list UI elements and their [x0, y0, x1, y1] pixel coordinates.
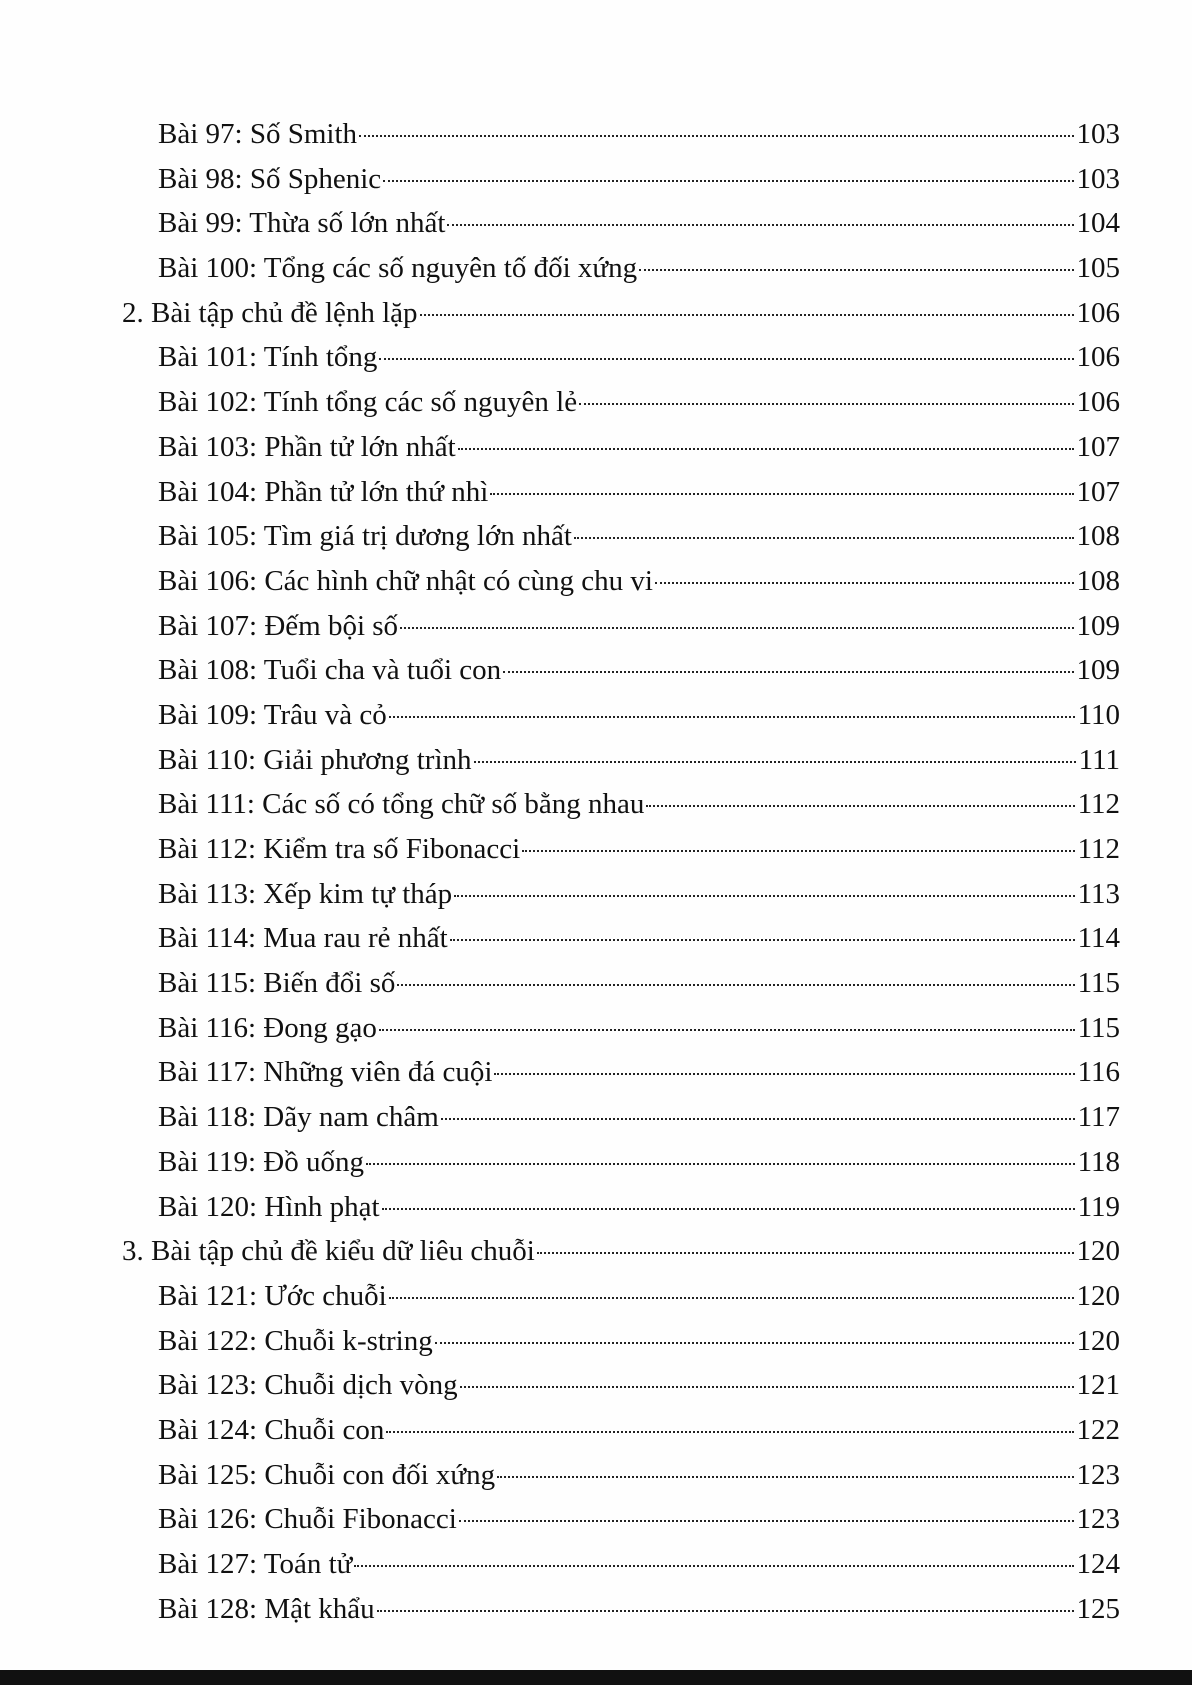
toc-entry-page-number: 108 [1076, 520, 1120, 553]
toc-entry-page-number: 105 [1076, 252, 1120, 285]
toc-section-entry [108, 291, 1120, 336]
toc-entry [108, 425, 1120, 470]
toc-entry-title: Bài 113: Xếp kim tự tháp [158, 877, 453, 910]
toc-entry-title: Bài 104: Phần tử lớn thứ nhì [158, 475, 489, 508]
table-of-contents [108, 112, 1120, 1631]
toc-entry-page-number: 109 [1076, 654, 1120, 687]
dot-leader [459, 1520, 1074, 1522]
dot-leader [503, 671, 1073, 673]
toc-entry-page-number: 120 [1076, 1279, 1120, 1312]
dot-leader [359, 135, 1073, 137]
toc-entry [108, 470, 1120, 515]
toc-entry [108, 246, 1120, 291]
toc-entry-title: Bài 112: Kiểm tra số Fibonacci [158, 833, 521, 865]
scan-bottom-edge [0, 1670, 1192, 1685]
toc-entry-page-number: 115 [1077, 1011, 1120, 1044]
toc-entry-title: Bài 118: Dãy nam châm [158, 1101, 439, 1134]
toc-entry-title: Bài 127: Toán tử [158, 1548, 353, 1580]
toc-entry-title: Bài 128: Mật khẩu [158, 1592, 375, 1625]
toc-entry [108, 1185, 1120, 1230]
toc-entry-page-number: 112 [1077, 833, 1120, 865]
dot-leader [497, 1476, 1073, 1478]
dot-leader [655, 582, 1074, 584]
toc-entry-title: Bài 117: Những viên đá cuội [158, 1056, 493, 1089]
toc-entry [108, 827, 1120, 872]
toc-section-entry [108, 1229, 1120, 1274]
dot-leader [400, 627, 1073, 629]
toc-entry-title: Bài 101: Tính tổng [158, 341, 378, 374]
toc-entry-title: 3. Bài tập chủ đề kiểu dữ liêu chuỗi [122, 1235, 535, 1268]
toc-entry [108, 916, 1120, 961]
toc-entry [108, 1319, 1120, 1364]
toc-entry-title: Bài 116: Đong gạo [158, 1011, 377, 1044]
dot-leader [537, 1252, 1074, 1254]
toc-entry-page-number: 110 [1077, 698, 1120, 731]
toc-entry-title: Bài 106: Các hình chữ nhật có cùng chu vi [158, 564, 653, 597]
toc-entry-page-number: 109 [1076, 609, 1120, 642]
dot-leader [366, 1163, 1075, 1165]
toc-entry-page-number: 114 [1077, 922, 1120, 955]
toc-entry-title: Bài 97: Số Smith [158, 118, 358, 150]
toc-entry-page-number: 120 [1076, 1235, 1120, 1268]
dot-leader [646, 805, 1074, 807]
toc-entry [108, 559, 1120, 604]
dot-leader [494, 1073, 1074, 1075]
toc-entry [108, 335, 1120, 380]
dot-leader [454, 895, 1074, 897]
toc-entry-page-number: 103 [1076, 118, 1120, 150]
dot-leader [389, 1297, 1074, 1299]
dot-leader [382, 1208, 1075, 1210]
toc-entry-page-number: 122 [1076, 1413, 1120, 1446]
dot-leader [574, 537, 1074, 539]
toc-entry [108, 1363, 1120, 1408]
toc-entry-page-number: 120 [1076, 1324, 1120, 1357]
toc-entry-title: Bài 100: Tổng các số nguyên tố đối xứng [158, 252, 638, 285]
dot-leader [379, 358, 1073, 360]
toc-entry-title: Bài 114: Mua rau rẻ nhất [158, 922, 448, 955]
toc-entry-title: Bài 124: Chuỗi con [158, 1413, 385, 1446]
dot-leader [377, 1610, 1074, 1612]
toc-entry-title: Bài 109: Trâu và cỏ [158, 698, 387, 731]
toc-entry [108, 1408, 1120, 1453]
dot-leader [397, 984, 1074, 986]
toc-entry-page-number: 106 [1076, 386, 1120, 419]
toc-entry-title: Bài 120: Hình phạt [158, 1190, 380, 1223]
toc-entry-title: Bài 102: Tính tổng các số nguyên lẻ [158, 386, 578, 419]
dot-leader [379, 1029, 1075, 1031]
toc-entry-title: Bài 122: Chuỗi k-string [158, 1324, 433, 1357]
dot-leader [389, 716, 1075, 718]
toc-entry-title: 2. Bài tập chủ đề lệnh lặp [122, 296, 418, 329]
toc-entry-title: Bài 115: Biến đổi số [158, 967, 396, 1000]
toc-entry [108, 738, 1120, 783]
toc-entry-page-number: 106 [1076, 296, 1120, 329]
toc-entry-title: Bài 105: Tìm giá trị dương lớn nhất [158, 520, 572, 553]
toc-entry-title: Bài 108: Tuổi cha và tuổi con [158, 654, 502, 687]
toc-entry-page-number: 112 [1077, 788, 1120, 821]
dot-leader [579, 403, 1073, 405]
toc-entry-page-number: 111 [1078, 743, 1120, 776]
toc-entry-page-number: 108 [1076, 564, 1120, 597]
toc-entry-page-number: 116 [1077, 1056, 1120, 1089]
toc-entry-page-number: 107 [1076, 430, 1120, 463]
dot-leader [458, 448, 1074, 450]
toc-entry [108, 1006, 1120, 1051]
dot-leader [490, 493, 1073, 495]
toc-entry-title: Bài 103: Phần tử lớn nhất [158, 430, 456, 463]
toc-entry [108, 648, 1120, 693]
toc-entry [108, 1497, 1120, 1542]
toc-entry-title: Bài 99: Thừa số lớn nhất [158, 207, 446, 240]
dot-leader [639, 269, 1073, 271]
toc-entry-title: Bài 107: Đếm bội số [158, 609, 399, 642]
toc-entry [108, 112, 1120, 157]
toc-entry [108, 1140, 1120, 1185]
toc-entry [108, 201, 1120, 246]
toc-entry-page-number: 117 [1077, 1101, 1120, 1134]
dot-leader [447, 224, 1073, 226]
toc-entry [108, 380, 1120, 425]
dot-leader [383, 180, 1073, 182]
toc-entry-title: Bài 121: Ước chuỗi [158, 1279, 387, 1312]
toc-entry-page-number: 104 [1076, 207, 1120, 240]
dot-leader [435, 1342, 1074, 1344]
toc-entry-page-number: 115 [1077, 967, 1120, 1000]
dot-leader [386, 1431, 1073, 1433]
dot-leader [460, 1386, 1074, 1388]
dot-leader [522, 850, 1074, 852]
toc-entry-page-number: 123 [1076, 1458, 1120, 1491]
toc-entry [108, 1050, 1120, 1095]
dot-leader [420, 314, 1074, 316]
toc-entry-title: Bài 123: Chuỗi dịch vòng [158, 1369, 458, 1402]
toc-entry [108, 693, 1120, 738]
toc-entry [108, 514, 1120, 559]
toc-entry-page-number: 113 [1077, 877, 1120, 910]
toc-entry [108, 604, 1120, 649]
dot-leader [474, 761, 1076, 763]
toc-entry-title: Bài 111: Các số có tổng chữ số bằng nhau [158, 788, 645, 821]
toc-entry-page-number: 119 [1077, 1190, 1120, 1223]
toc-entry-title: Bài 126: Chuỗi Fibonacci [158, 1503, 457, 1536]
toc-entry-page-number: 121 [1076, 1369, 1120, 1402]
toc-entry [108, 872, 1120, 917]
toc-entry [108, 1095, 1120, 1140]
toc-entry [108, 961, 1120, 1006]
toc-entry-title: Bài 125: Chuỗi con đối xứng [158, 1458, 496, 1491]
toc-entry-page-number: 123 [1076, 1503, 1120, 1536]
dot-leader [441, 1118, 1075, 1120]
dot-leader [450, 939, 1075, 941]
toc-entry-title: Bài 119: Đồ uống [158, 1145, 364, 1178]
toc-entry [108, 1453, 1120, 1498]
toc-entry-title: Bài 98: Số Sphenic [158, 162, 382, 195]
toc-entry-page-number: 107 [1076, 475, 1120, 508]
toc-entry [108, 1587, 1120, 1632]
toc-entry-page-number: 103 [1076, 162, 1120, 195]
toc-entry [108, 1542, 1120, 1587]
dot-leader [354, 1565, 1073, 1567]
toc-entry-page-number: 118 [1077, 1145, 1120, 1178]
toc-entry [108, 782, 1120, 827]
toc-entry [108, 157, 1120, 202]
toc-entry [108, 1274, 1120, 1319]
toc-entry-page-number: 124 [1076, 1548, 1120, 1580]
toc-entry-page-number: 125 [1076, 1592, 1120, 1625]
toc-entry-title: Bài 110: Giải phương trình [158, 743, 472, 776]
toc-entry-page-number: 106 [1076, 341, 1120, 374]
